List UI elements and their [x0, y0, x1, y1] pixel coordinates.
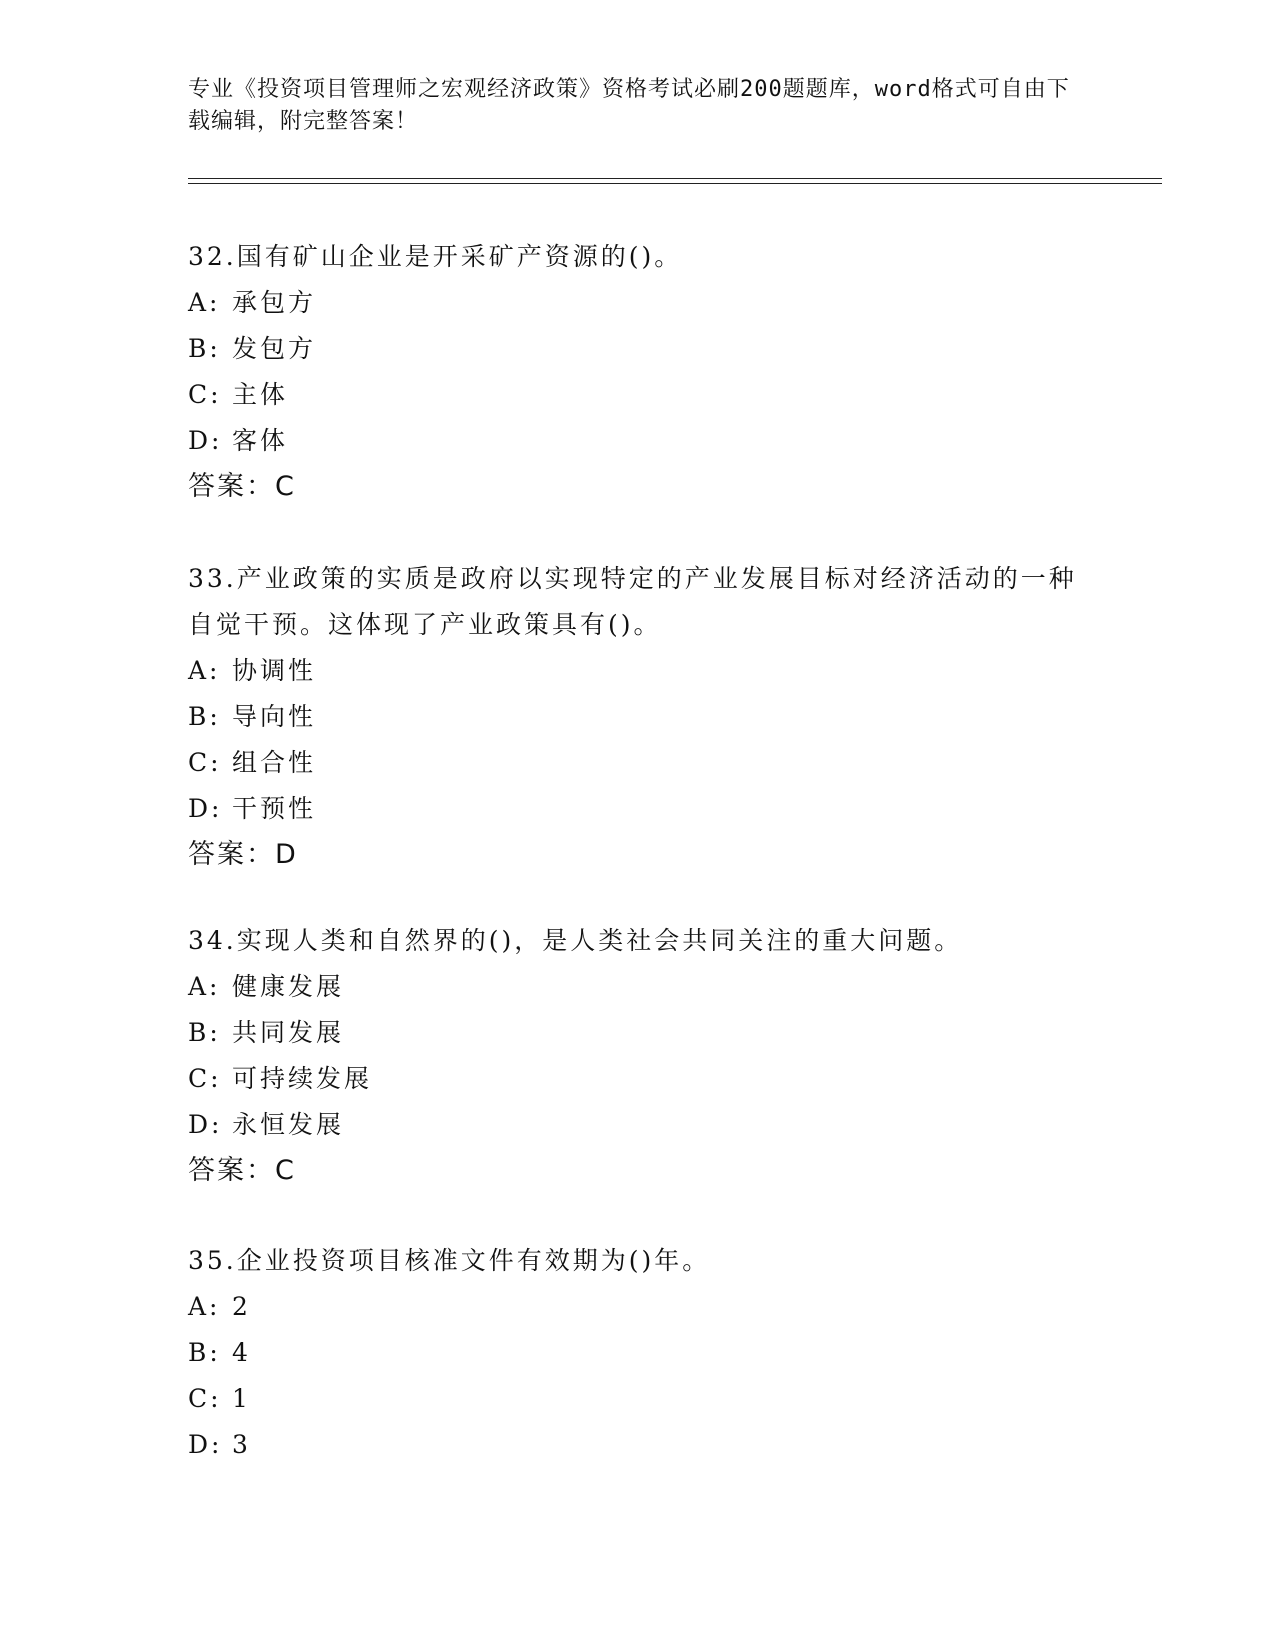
header-divider-bottom — [188, 183, 1162, 184]
option-text: 承包方 — [232, 288, 317, 317]
option-text: 健康发展 — [232, 972, 345, 1001]
question-34 — [188, 918, 1088, 1194]
option-letter: D: — [188, 794, 223, 823]
option-letter: B: — [188, 334, 221, 363]
option-a — [188, 964, 1088, 1010]
option-a — [188, 1284, 1088, 1330]
option-letter: B: — [188, 1338, 221, 1367]
option-a — [188, 648, 1088, 694]
option-letter: C: — [188, 380, 222, 409]
option-c — [188, 1056, 1088, 1102]
question-32 — [188, 234, 1088, 510]
option-letter: D: — [188, 1430, 223, 1459]
option-text: 永恒发展 — [232, 1110, 345, 1139]
option-d — [188, 1102, 1088, 1148]
document-header: 专业《投资项目管理师之宏观经济政策》资格考试必刷200题题库，word格式可自由下载编辑，附完整答案！ — [188, 77, 1070, 134]
option-c — [188, 372, 1088, 418]
option-letter: C: — [188, 1064, 222, 1093]
option-letter: D: — [188, 426, 223, 455]
option-text: 组合性 — [232, 748, 317, 777]
option-text: 干预性 — [232, 794, 317, 823]
option-letter: A: — [188, 972, 221, 1001]
option-letter: C: — [188, 748, 222, 777]
option-b — [188, 326, 1088, 372]
question-stem: 32.国有矿山企业是开采矿产资源的()。 — [188, 242, 683, 271]
answer-line: 答案：C — [188, 471, 296, 502]
answer-line: 答案：D — [188, 839, 298, 870]
option-a — [188, 280, 1088, 326]
question-stem: 34.实现人类和自然界的()，是人类社会共同关注的重大问题。 — [188, 926, 963, 955]
option-d — [188, 1422, 1088, 1468]
option-text: 可持续发展 — [232, 1064, 373, 1093]
option-text: 协调性 — [232, 656, 317, 685]
question-stem: 33.产业政策的实质是政府以实现特定的产业发展目标对经济活动的一种自觉干预。这体现了产业政策具有()。 — [188, 564, 1077, 639]
option-letter: A: — [188, 1292, 221, 1321]
option-letter: B: — [188, 702, 221, 731]
header-divider-top — [188, 178, 1162, 179]
option-text: 4 — [232, 1338, 251, 1367]
option-text: 客体 — [232, 426, 289, 455]
option-text: 1 — [232, 1384, 251, 1413]
option-text: 共同发展 — [232, 1018, 345, 1047]
option-b — [188, 1330, 1088, 1376]
question-stem: 35.企业投资项目核准文件有效期为()年。 — [188, 1246, 711, 1275]
question-35 — [188, 1238, 1088, 1468]
option-text: 发包方 — [232, 334, 317, 363]
option-letter: D: — [188, 1110, 223, 1139]
option-letter: B: — [188, 1018, 221, 1047]
option-letter: A: — [188, 656, 221, 685]
option-letter: C: — [188, 1384, 222, 1413]
option-letter: A: — [188, 288, 221, 317]
option-b — [188, 694, 1088, 740]
answer-line: 答案：C — [188, 1155, 296, 1186]
option-text: 3 — [232, 1430, 251, 1459]
option-text: 导向性 — [232, 702, 317, 731]
question-33 — [188, 556, 1088, 878]
option-d — [188, 418, 1088, 464]
option-d — [188, 786, 1088, 832]
option-c — [188, 1376, 1088, 1422]
option-text: 2 — [232, 1292, 251, 1321]
option-c — [188, 740, 1088, 786]
option-text: 主体 — [232, 380, 289, 409]
option-b — [188, 1010, 1088, 1056]
